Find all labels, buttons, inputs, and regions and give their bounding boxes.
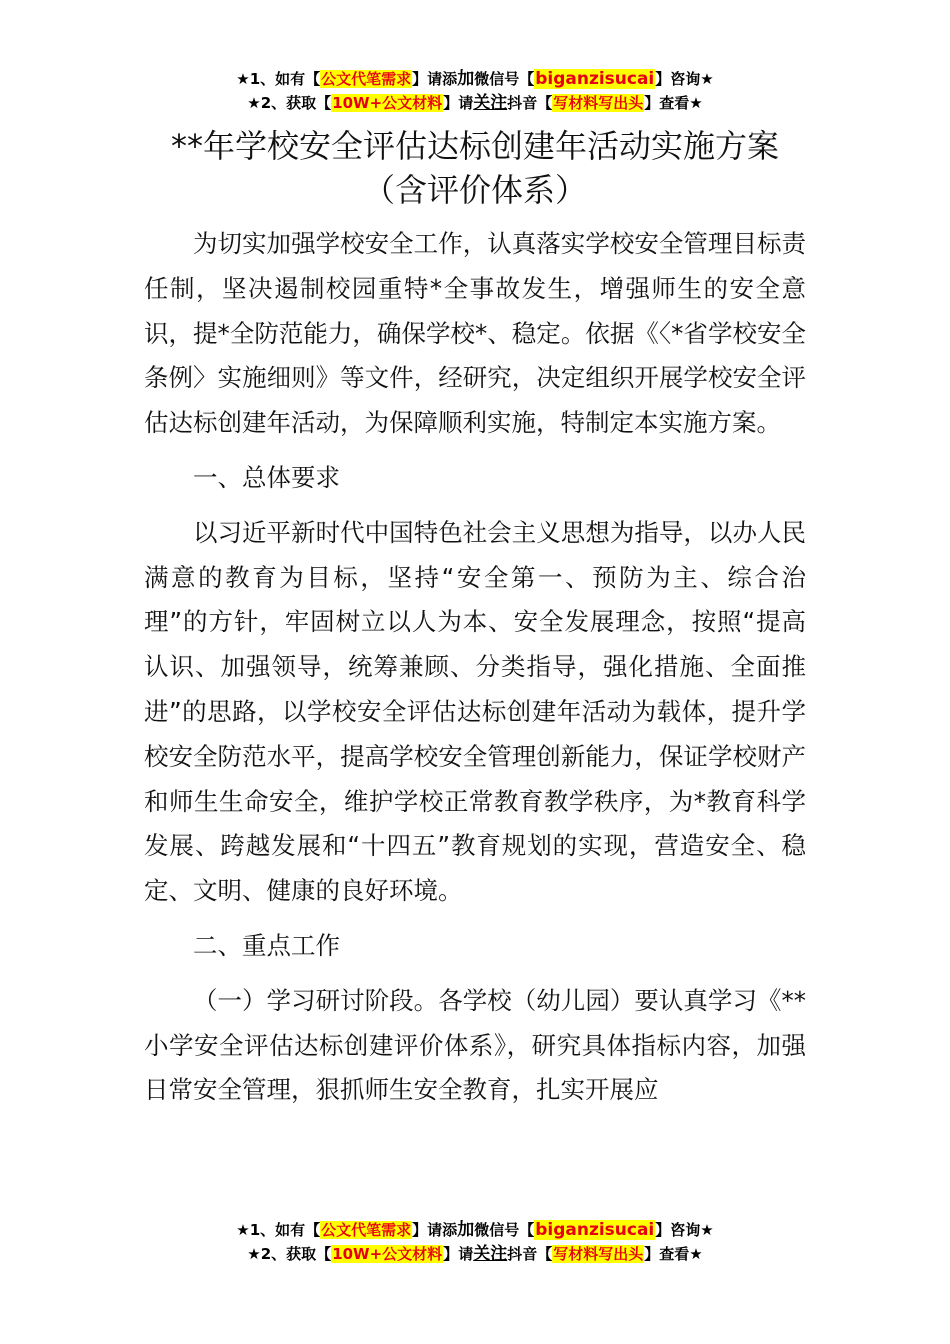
paragraph-key-work: （一）学习研讨阶段。各学校（幼儿园）要认真学习《**小学安全评估达标创建评价体系》，研究具体指标内容，加强日常安全管理，狠抓师生安全教育，扎实开展应: [144, 985, 806, 1105]
paragraph-intro: 为切实加强学校安全工作，认真落实学校安全管理目标责任制，坚决遏制校园重特*全事故发生，增强师生的安全意识，提*全防范能力，确保学校*、稳定。依据《〈*省学校安全条例〉实施细则》等文件，经研究，决定组织开展学校安全评估达标创建年活动，为保障顺利实施，特制定本实施方案。: [144, 229, 806, 438]
promo-line-2: ★2、获取【10W+公文材料】请关注抖音【写材料写出头】查看★: [247, 1244, 703, 1264]
highlight-douyin: 写材料写出头: [553, 94, 644, 112]
section-heading-2: 二、重点工作: [193, 930, 340, 960]
promo-line-1: ★1、如有【公文代笔需求】请添加微信号【biganzisucai】咨询★: [236, 1220, 714, 1240]
promo-line-1: ★1、如有【公文代笔需求】请添加微信号【biganzisucai】咨询★: [236, 69, 714, 89]
promo-banner-bottom: [0, 1218, 950, 1266]
highlight-materials: 10W+公文材料: [332, 94, 443, 112]
highlight-douyin: 写材料写出头: [553, 1245, 644, 1263]
highlight-materials: 10W+公文材料: [332, 1245, 443, 1263]
promo-line-2: ★2、获取【10W+公文材料】请关注抖音【写材料写出头】查看★: [247, 93, 703, 113]
document-subtitle: （含评价体系）: [362, 171, 587, 209]
highlight-wechat-id: biganzisucai: [535, 1220, 655, 1240]
paragraph-overall-requirements: 以习近平新时代中国特色社会主义思想为指导，以办人民满意的教育为目标，坚持“安全第一、预防为主、综合治理”的方针，牢固树立以人为本、安全发展理念，按照“提高认识、加强领导，统筹兼顾、分类指导，强化措施、全面推进”的思路，以学校安全评估达标创建年活动为载体，提升学校安全防范水平，提高学校安全管理创新能力，保证学校财产和师生生命安全，维护学校正常教育教学秩序，为*教育科学发展、跨越发展和“十四五”教育规划的实现，营造安全、稳定、文明、健康的良好环境。: [144, 517, 806, 906]
highlight-service: 公文代笔需求: [321, 70, 412, 88]
promo-banner-top: [0, 67, 950, 115]
highlight-service: 公文代笔需求: [321, 1221, 412, 1239]
document-body: [144, 222, 806, 1113]
document-title: **年学校安全评估达标创建年活动实施方案: [170, 127, 779, 165]
section-heading-1: 一、总体要求: [193, 462, 340, 492]
highlight-wechat-id: biganzisucai: [535, 69, 655, 89]
